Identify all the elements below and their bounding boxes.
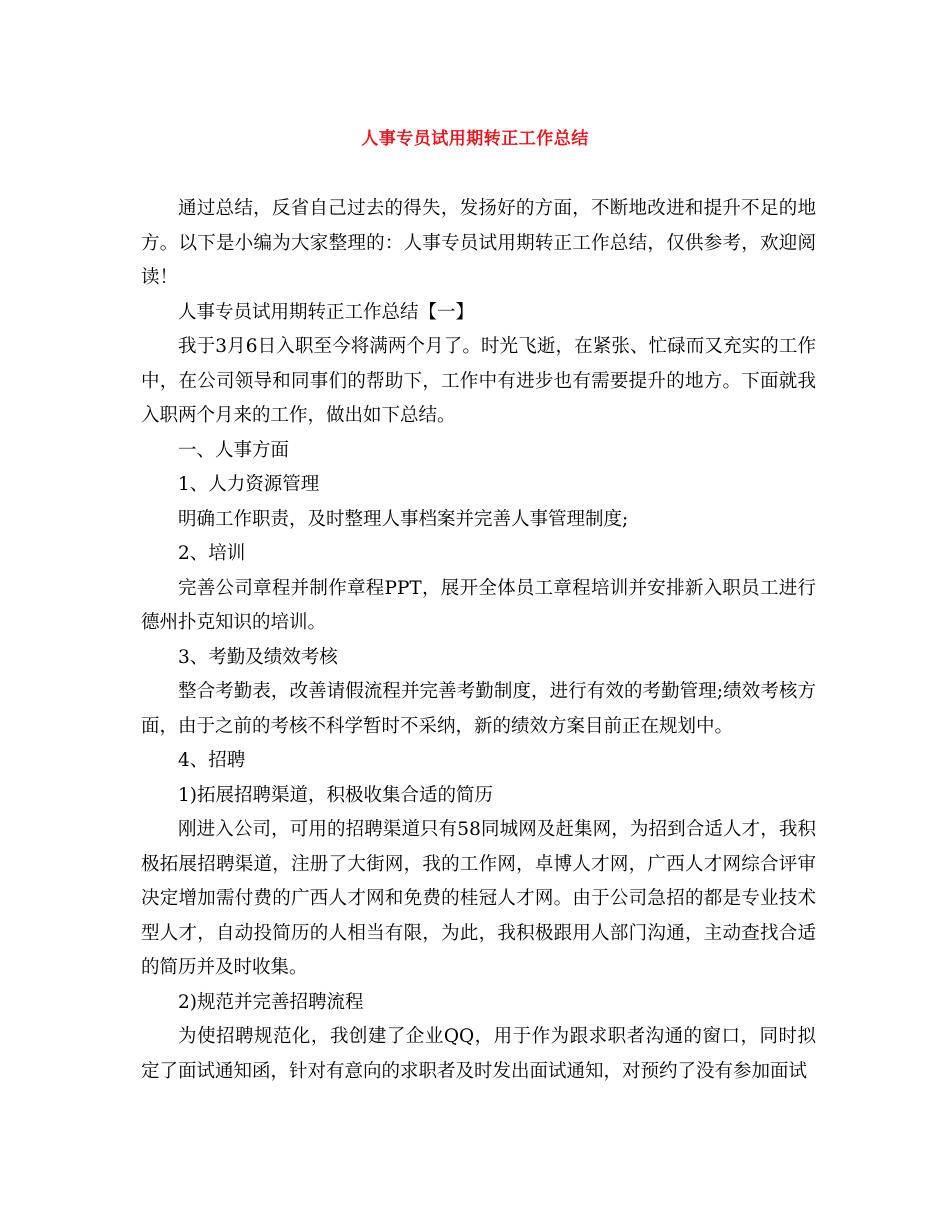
document-title: 人事专员试用期转正工作总结 [361, 129, 589, 149]
heading-level2: 3、考勤及绩效考核 [178, 646, 338, 668]
paragraph: 我于3月6日入职至今将满两个月了。时光飞逝，在紧张、忙碌而又充实的工作中，在公司领导和同事们的帮助下，工作中有进步也有需要提升的地方。下面就我入职两个月来的工作，做出如下总结。 [141, 336, 816, 426]
heading-level3: 2)规范并完善招聘流程 [178, 991, 364, 1013]
section-heading: 人事专员试用期转正工作总结【一】 [178, 301, 475, 323]
paragraph: 整合考勤表，改善请假流程并完善考勤制度，进行有效的考勤管理;绩效考核方面，由于之前的考核不科学暂时不采纳，新的绩效方案目前正在规划中。 [141, 681, 816, 737]
document-body [141, 192, 816, 1089]
heading-level2: 2、培训 [178, 543, 246, 564]
paragraph-intro: 通过总结，反省自己过去的得失，发扬好的方面，不断地改进和提升不足的地方。以下是小编为大家整理的：人事专员试用期转正工作总结，仅供参考，欢迎阅读！ [141, 198, 816, 288]
heading-level2: 4、招聘 [178, 750, 246, 771]
paragraph: 为使招聘规范化，我创建了企业QQ，用于作为跟求职者沟通的窗口，同时拟定了面试通知函，针对有意向的求职者及时发出面试通知，对预约了没有参加面试 [141, 1026, 816, 1082]
paragraph: 明确工作职责，及时整理人事档案并完善人事管理制度; [178, 508, 629, 530]
paragraph: 刚进入公司，可用的招聘渠道只有58同城网及赶集网，为招到合适人才，我积极拓展招聘渠道，注册了大街网，我的工作网，卓博人才网，广西人才网综合评审决定增加需付费的广西人才网和免费的桂冠人才网。由于公司急招的都是专业技术型人才，自动投简历的人相当有限，为此，我积极跟用人部门沟通，主动查找合适的简历并及时收集。 [141, 819, 816, 978]
heading-level3: 1)拓展招聘渠道，积极收集合适的简历 [178, 784, 493, 806]
heading-level1: 一、人事方面 [178, 439, 290, 461]
paragraph: 完善公司章程并制作章程PPT，展开全体员工章程培训并安排新入职员工进行德州扑克知识的培训。 [141, 577, 816, 633]
heading-level2: 1、人力资源管理 [178, 474, 320, 495]
